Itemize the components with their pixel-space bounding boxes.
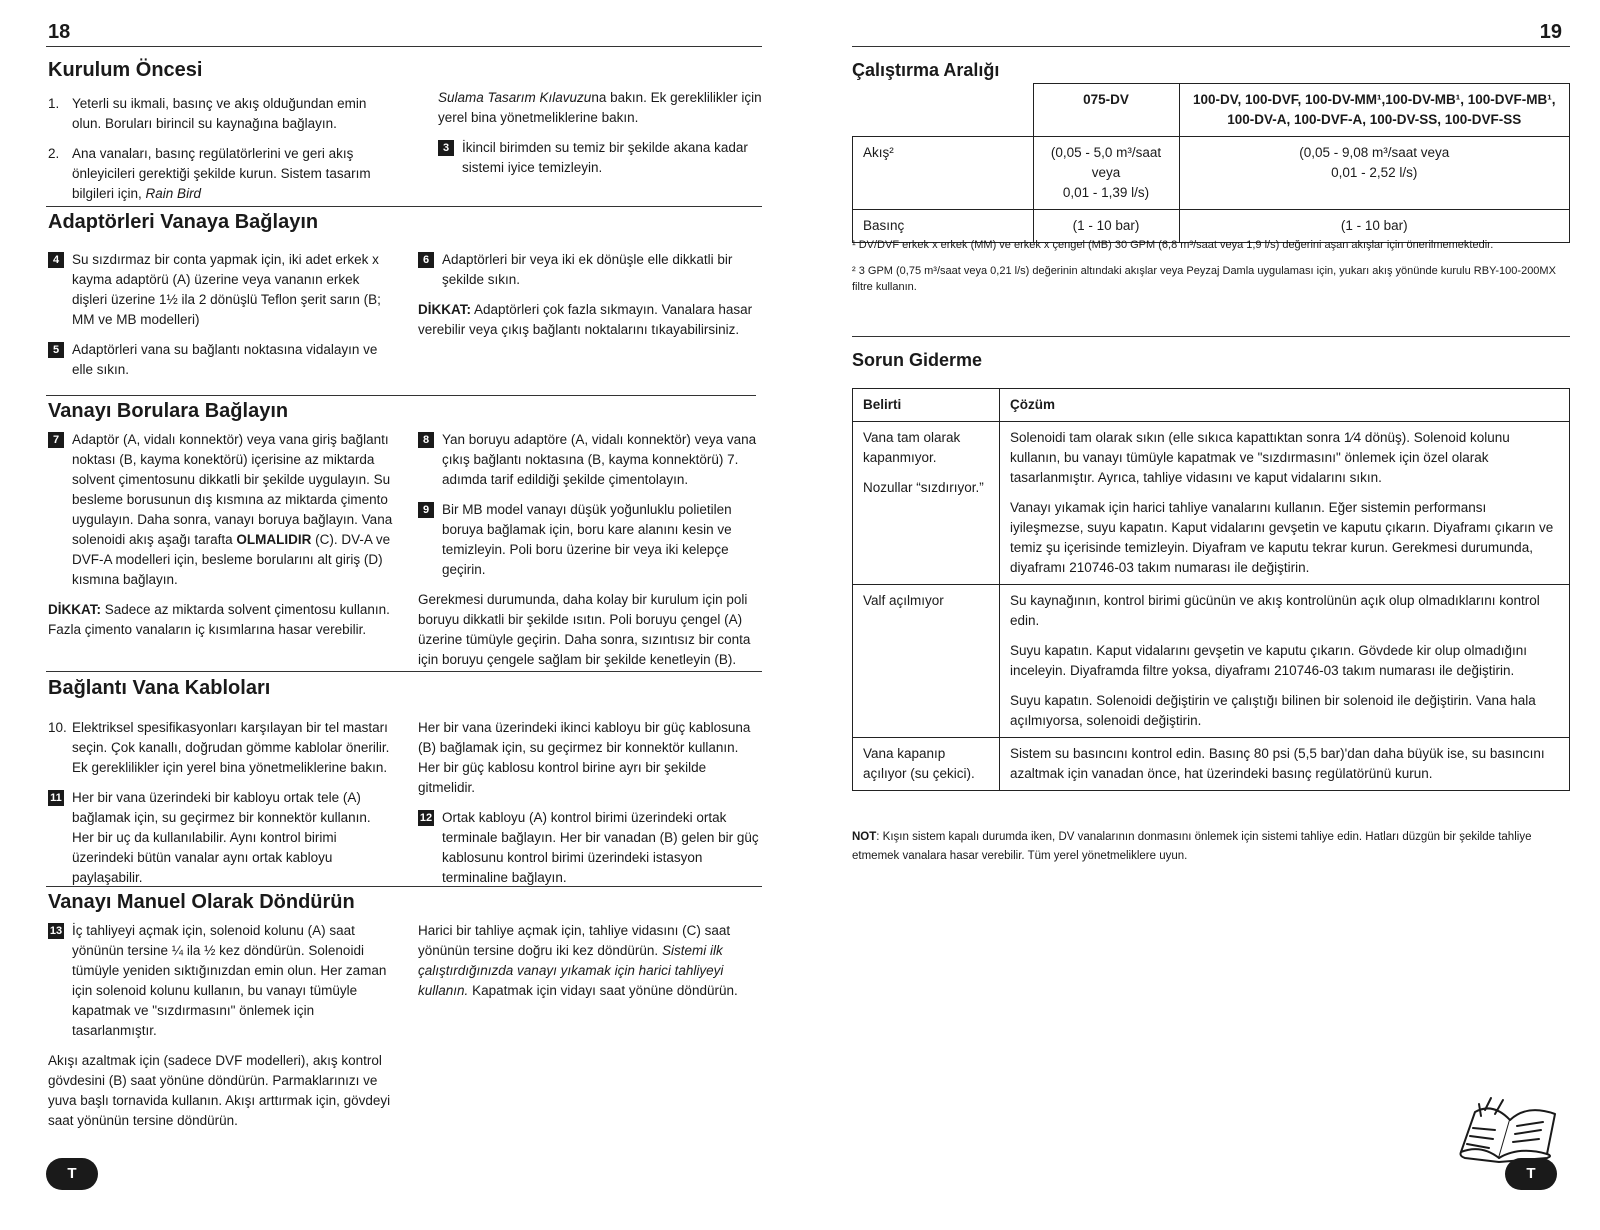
kablolar-col2 xyxy=(418,718,763,898)
borular-col2 xyxy=(418,430,763,680)
adaptor-col1 xyxy=(48,250,393,390)
table-header-cell: 100-DV, 100-DVF, 100-DV-MM¹,100-DV-MB¹, 100-DVF-MB¹, 100-DV-A, 100-DVF-A, 100-DV-SS, 100-DVF-SS xyxy=(1179,84,1570,137)
caution-note: DİKKAT: Adaptörleri çok fazla sıkmayın. Vanalara hasar verebilir veya çıkış bağlantı noktalarını tıkayabilirsiniz. xyxy=(418,302,753,337)
item-text: Ana vanaları, basınç regülatörlerini ve geri akış önleyicileri gerektiği şekilde kurun. Sistem tasarım bilgileri için, Rain Bird xyxy=(72,146,371,201)
item-number: 10. xyxy=(48,720,67,735)
table-header-cell: Çözüm xyxy=(1000,389,1570,422)
item-text: İç tahliyeyi açmak için, solenoid kolunu (A) saat yönünün tersine ¼ ila ½ kez döndürün. Solenoidi tümüyle yeniden sıktığınızdan emin olun. Her zaman için solenoid kolunu kullanın, bu vanayı tümüyle kapatmak ve "sızdırmasını" önlemek için tasarlanmıştır. xyxy=(72,923,387,1038)
list-item xyxy=(48,788,393,888)
note-text: NOT: Kışın sistem kapalı durumda iken, DV vanalarının donmasını önlemek için sistemi tahliye edin. Hatları düzgün bir şekilde tahliye etmemek vanalara hasar verebilir. Tüm yerel yönetmeliklere uyun. xyxy=(852,831,1532,862)
section-title-kablolar: Bağlantı Vana Kabloları xyxy=(48,677,271,699)
paragraph: Harici bir tahliye açmak için, tahliye vidasını (C) saat yönünün tersine doğru iki kez döndürün. Sistemi ilk çalıştırdığınızda vanayı yıkamak için harici tahliyeyi kullanın. Kapatmak için vidayı saat yönüne döndürün. xyxy=(418,923,738,998)
paragraph: Sulama Tasarım Kılavuzuna bakın. Ek gereklilikler için yerel bina yönetmeliklerine bakın. xyxy=(438,90,762,125)
step-number-badge: 4 xyxy=(48,252,64,268)
section-title-operating: Çalıştırma Aralığı xyxy=(852,60,1000,80)
item-text: Adaptörleri vana su bağlantı noktasına vidalayın ve elle sıkın. xyxy=(72,342,378,377)
page-number-left: 18 xyxy=(48,21,71,43)
item-text: Elektriksel spesifikasyonları karşılayan bir tel mastarı seçin. Çok kanallı, doğrudan gömme kablolar önerilir. Ek gereklilikler için yerel bina yönetmeliklerine bakın. xyxy=(72,720,390,775)
section-title-adaptor: Adaptörleri Vanaya Bağlayın xyxy=(48,211,319,233)
kablolar-col1 xyxy=(48,718,393,898)
table-row xyxy=(853,585,1570,738)
list-item xyxy=(48,144,393,204)
section-title-troubleshooting: Sorun Giderme xyxy=(852,350,983,370)
item-text: Ortak kabloyu (A) kontrol birimi üzerindeki ortak terminale bağlayın. Her bir vanadan (B) gelen bir güç kablosunu kontrol birimi üzerindeki istasyon terminaline bağlayın. xyxy=(442,810,759,885)
paragraph: Her bir vana üzerindeki ikinci kabloyu bir güç kablosuna (B) bağlamak için, su geçirmez bir konnektör kullanın. Her bir güç kablosu kontrol birine ayrı bir şekilde gitmelidir. xyxy=(418,720,751,795)
paragraph: Gerekmesi durumunda, daha kolay bir kurulum için poli boruyu dikkatli bir şekilde ısıtın. Poli boruyu çengel (A) üzerine tümüyle geçirin. Daha sonra, sızıntısız bir conta için boruyu çengele sağlam bir şekilde kenetleyin (B). xyxy=(418,592,751,667)
table-cell: (1 - 10 bar) xyxy=(1179,210,1570,243)
adaptor-col2 xyxy=(418,250,763,350)
table-header-row xyxy=(853,389,1570,422)
header-rule-right xyxy=(852,46,1570,47)
symptom-cell: Vana kapanıp açılıyor (su çekici). xyxy=(853,738,1000,791)
item-text: Adaptör (A, vidalı konnektör) veya vana giriş bağlantı noktası (B, kayma konektörü) içerisine az miktarda solvent çimentosunu dikkatli bir şekilde uygulayın. Su besleme borusunun dış kısmına az miktarda çimento uygulayın. Daha sonra, vanayı boruya bağlayın. Vana solenoidi akış aşağı tarafta OLMALIDIR (C). DV-A ve DVF-A modelleri için, besleme borularını alt giriş (D) kısmına bağlayın. xyxy=(72,432,393,587)
borular-col1 xyxy=(48,430,393,650)
table-row xyxy=(853,422,1570,585)
table-cell: (1 - 10 bar) xyxy=(1033,210,1179,243)
step-number-badge: 11 xyxy=(48,790,64,806)
table-cell: (0,05 - 5,0 m³/saat veya 0,01 - 1,39 l/s) xyxy=(1033,137,1179,210)
header-rule-left xyxy=(46,46,762,47)
solution-cell: Solenoidi tam olarak sıkın (elle sıkıca kapattıktan sonra 1⁄4 dönüş). Solenoid kolunu kullanın, bu vanayı tümüyle kapatmak ve "sızdırmasını" önlemek için özel olarak tasarlanmıştır. Ayrıca, tahliye vidasını ve kaput vidalarını sıkın. Vanayı yıkamak için harici tahliye vanalarını kullanın. Eğer sistemin performansı iyileşmezse, suyu kapatın. Kaput vidalarını gevşetin ve kaputu çıkarın. Diyaframı çıkarın ve temiz şu içerisinde temizleyin. Diyafram ve kaputu tekrar kurun. Gerekmesi durumunda, diyaframı 210746-03 takım numarası ile değiştirin. xyxy=(1000,422,1570,585)
step-number-badge: 7 xyxy=(48,432,64,448)
list-item xyxy=(48,430,393,590)
item-text: Bir MB model vanayı düşük yoğunluklu polietilen boruya bağlamak için, boru kare alanını kesin ve temizleyin. Poli boru üzerine bir veya iki kelepçe geçirin. xyxy=(442,502,732,577)
list-item xyxy=(418,430,763,490)
item-text: İkincil birimden su temiz bir şekilde akana kadar sistemi iyice temizleyin. xyxy=(462,140,748,175)
table-row xyxy=(853,137,1570,210)
step-number-badge: 12 xyxy=(419,812,433,824)
footnote-1: ¹ DV/DVF erkek x erkek (MM) ve erkek x çengel (MB) 30 GPM (6,8 m³/saat veya 1,9 l/s) değerini aşan akışlar için önerilmemektedir. xyxy=(852,239,1494,251)
symptom-cell: Vana tam olarak kapanmıyor. Nozullar “sızdırıyor.” xyxy=(853,422,1000,585)
section-rule xyxy=(46,886,762,887)
row-label: Basınç xyxy=(853,210,1034,243)
operating-range-table xyxy=(852,83,1570,243)
row-label: Akış² xyxy=(853,137,1034,210)
list-item xyxy=(418,500,763,580)
step-number-badge: 8 xyxy=(418,432,434,448)
list-item xyxy=(48,250,393,330)
item-text: Her bir vana üzerindeki bir kabloyu ortak tele (A) bağlamak için, su geçirmez bir konnektör kullanın. Her bir uç da kullanılabilir. Aynı kontrol birimi üzerindeki bütün vanalar aynı ortak kabloyu paylaşabilir. xyxy=(72,790,371,885)
section-title-kurulum: Kurulum Öncesi xyxy=(48,59,203,81)
list-item xyxy=(48,718,393,778)
item-text: Su sızdırmaz bir conta yapmak için, iki adet erkek x kayma adaptörü (A) üzerine veya vananın erkek dişleri üzerine 1½ ila 2 dönüşlü Teflon şerit sarın (B; MM ve MB modelleri) xyxy=(72,252,381,327)
item-number: 1. xyxy=(48,96,60,111)
item-text: Yeterli su ikmali, basınç ve akış olduğundan emin olun. Boruları birincil su kaynağına bağlayın. xyxy=(72,96,367,131)
step-number-badge: 5 xyxy=(48,342,64,358)
section-rule xyxy=(46,671,762,672)
manuel-col2 xyxy=(418,921,763,1011)
table-header-cell: Belirti xyxy=(853,389,1000,422)
table-header-cell: 075-DV xyxy=(1033,84,1179,137)
section-rule xyxy=(46,206,762,207)
table-corner-cell xyxy=(853,84,1034,137)
solution-cell: Su kaynağının, kontrol birimi gücünün ve akış kontrolünün açık olup olmadıklarını kontrol edin. Suyu kapatın. Kaput vidalarını gevşetin ve kaputu çıkarın. Gövdede kir olup olmadığını inceleyin. Diyaframda filtre yoksa, diyaframı 210746-03 takım numarası ile değiştirin. Suyu kapatın. Solenoidi değiştirin ve çalıştığı bilinen bir solenoid ile değiştirin. Vana hala açılmıyorsa, solenoidi değiştirin. xyxy=(1000,585,1570,738)
page-number-right: 19 xyxy=(1539,21,1562,43)
caution-note: DİKKAT: Sadece az miktarda solvent çimentosu kullanın. Fazla çimento vanaların iç kısımlarına hasar verebilir. xyxy=(48,602,390,637)
step-number-badge: 13 xyxy=(49,925,63,937)
step-number-badge: 3 xyxy=(438,140,454,156)
table-header-row xyxy=(853,84,1570,137)
footnote-2: ² 3 GPM (0,75 m³/saat veya 0,21 l/s) değerinin altındaki akışlar veya Peyzaj Damla uygulaması için, yukarı akış yönünde kurulu RBY-100-200MX filtre kullanın. xyxy=(852,265,1556,293)
kurulum-col2 xyxy=(438,88,763,188)
manuel-col1 xyxy=(48,921,393,1141)
item-number: 2. xyxy=(48,146,60,161)
section-rule xyxy=(46,395,756,396)
symptom-cell: Valf açılmıyor xyxy=(853,585,1000,738)
language-badge-right: T xyxy=(1505,1158,1557,1190)
language-badge-left: T xyxy=(46,1158,98,1190)
paragraph: Akışı azaltmak için (sadece DVF modelleri), akış kontrol gövdesini (B) saat yönüne döndürün. Parmaklarınızı ve yuva başlı tornavida kullanın. Akışı arttırmak için, gövdeyi saat yönünün tersine döndürün. xyxy=(48,1053,391,1128)
troubleshooting-table xyxy=(852,388,1570,791)
item-text: Adaptörleri bir veya iki ek dönüşle elle dikkatli bir şekilde sıkın. xyxy=(442,252,733,287)
section-title-borular: Vanayı Borulara Bağlayın xyxy=(48,400,289,422)
list-item xyxy=(438,138,763,178)
item-text: Yan boruyu adaptöre (A, vidalı konnektör) veya vana çıkış bağlantı noktasına (B, kayma konnektörü) 7. adımda tarif edildiği şekilde çimentolayın. xyxy=(442,432,757,487)
list-item xyxy=(48,340,393,380)
list-item xyxy=(48,94,393,134)
table-cell: (0,05 - 9,08 m³/saat veya 0,01 - 2,52 l/s) xyxy=(1179,137,1570,210)
solution-cell: Sistem su basıncını kontrol edin. Basınç 80 psi (5,5 bar)'dan daha büyük ise, su basıncını azaltmak için vanadan önce, hat üzerindeki basınç regülatörünü kurun. xyxy=(1000,738,1570,791)
list-item xyxy=(48,921,393,1041)
step-number-badge: 9 xyxy=(418,502,434,518)
open-book-icon xyxy=(1455,1092,1565,1164)
kurulum-col1 xyxy=(48,94,393,214)
section-rule xyxy=(852,336,1570,337)
step-number-badge: 6 xyxy=(418,252,434,268)
list-item xyxy=(418,250,763,290)
list-item xyxy=(418,808,763,888)
table-row xyxy=(853,738,1570,791)
section-title-manuel: Vanayı Manuel Olarak Döndürün xyxy=(48,891,355,913)
